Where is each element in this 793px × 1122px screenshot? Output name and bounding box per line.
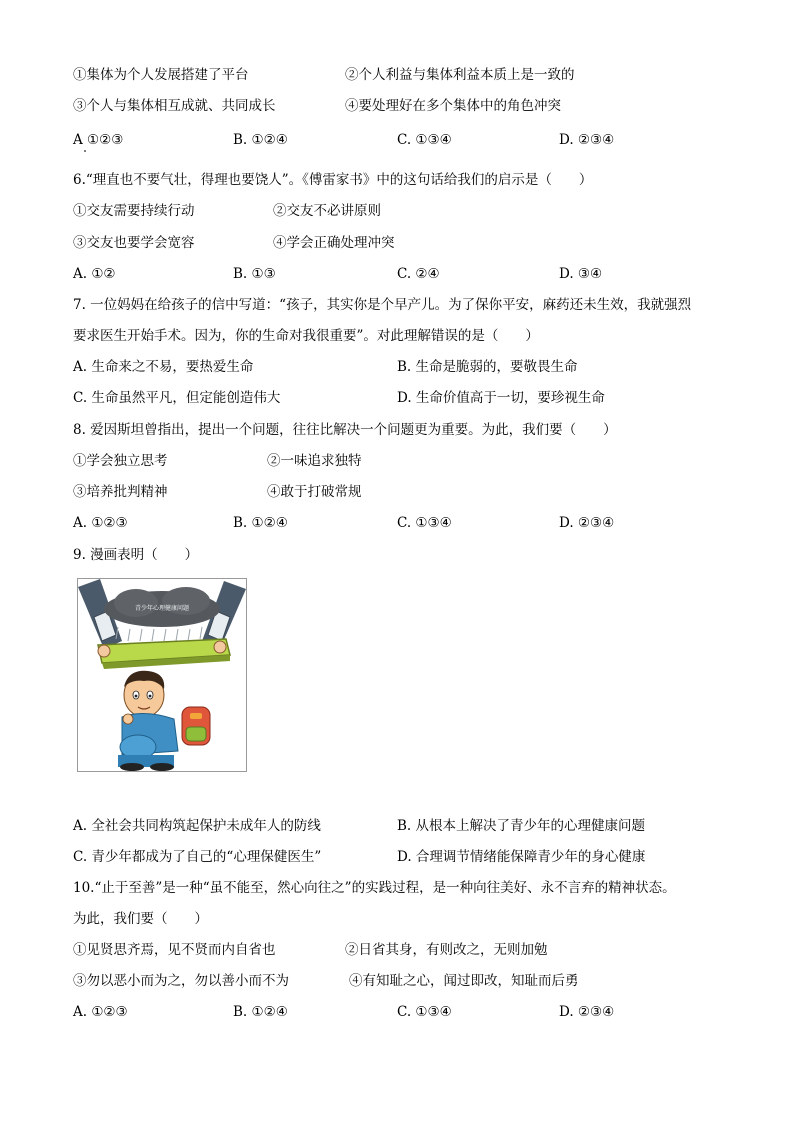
q10-choice-c: C. ①③④ (397, 1004, 452, 1020)
q10-stem-line2: 为此，我们要（ ） (73, 911, 208, 927)
q6-choice-c: C. ②④ (397, 266, 440, 282)
q9-choice-d: D. 合理调节情绪能保障青少年的身心健康 (397, 849, 646, 865)
cartoon-illustration (78, 579, 246, 771)
q9-stem: 9. 漫画表明（ ） (73, 547, 199, 563)
q6-option-1: ①交友需要持续行动 (73, 203, 195, 219)
q8-choice-d: D. ②③④ (559, 515, 615, 531)
q10-option-2: ②日省其身，有则改之，无则加勉 (345, 942, 548, 958)
q7-choice-c: C. 生命虽然平凡，但定能创造伟大 (73, 390, 281, 406)
q9-choice-c: C. 青少年都成为了自己的“心理保健医生” (73, 849, 322, 865)
q8-stem: 8. 爱因斯坦曾指出，提出一个问题，往往比解决一个问题更为重要。为此，我们要（ ） (73, 422, 617, 438)
q10-choice-b: B. ①②④ (233, 1004, 288, 1020)
q10-option-1: ①见贤思齐焉，见不贤而内自省也 (73, 942, 276, 958)
q5-choice-c: C. ①③④ (397, 132, 452, 148)
q6-choice-b: B. ①③ (233, 266, 276, 282)
q7-stem-line1: 7. 一位妈妈在给孩子的信中写道：“孩子，其实你是个早产儿。为了保你平安，麻药还未生效，我就强烈 (73, 297, 692, 313)
q10-choice-a: A. ①②③ (73, 1004, 128, 1020)
q8-option-1: ①学会独立思考 (73, 453, 168, 469)
q9-choice-b: B. 从根本上解决了青少年的心理健康问题 (397, 818, 646, 834)
q8-option-3: ③培养批判精神 (73, 484, 168, 500)
q5-option-1: ①集体为个人发展搭建了平台 (73, 67, 249, 83)
q6-choice-d: D. ③④ (559, 266, 603, 282)
q5-choice-d: D. ②③④ (559, 132, 615, 148)
q8-choice-b: B. ①②④ (233, 515, 288, 531)
q8-choice-a: A. ①②③ (73, 515, 128, 531)
rain (116, 627, 202, 641)
q8-choice-c: C. ①③④ (397, 515, 452, 531)
q9-choice-a: A. 全社会共同构筑起保护未成年人的防线 (73, 818, 321, 834)
left-hand (98, 645, 110, 657)
q10-option-3: ③勿以恶小而为之，勿以善小而不为 (73, 973, 289, 989)
q6-option-3: ③交友也要学会宽容 (73, 235, 195, 251)
right-hand (214, 641, 226, 653)
q5-choice-b: B. ①②④ (233, 132, 288, 148)
cartoon-image (77, 578, 247, 772)
q6-stem: 6.“理直也不要气壮，得理也要饶人”。《傅雷家书》中的这句话给我们的启示是（ ） (73, 172, 593, 188)
q10-stem-line1: 10.“止于至善”是一种“虽不能至，然心向往之”的实践过程，是一种向往美好、永不言弃的精神状态。 (73, 880, 676, 896)
q5-option-4: ④要处理好在多个集体中的角色冲突 (345, 98, 561, 114)
q7-choice-d: D. 生命价值高于一切，要珍视生命 (397, 390, 605, 406)
q7-choice-b: B. 生命是脆弱的，要敬畏生命 (397, 359, 578, 375)
q6-choice-a: A. ①② (73, 266, 116, 282)
q6-option-2: ②交友不必讲原则 (273, 203, 381, 219)
q7-choice-a: A. 生命来之不易，要热爱生命 (73, 359, 254, 375)
q10-option-4: ④有知耻之心，闻过即改，知耻而后勇 (349, 973, 579, 989)
q5-option-3: ③个人与集体相互成就、共同成长 (73, 98, 276, 114)
cloud-caption: 青少年心理健康问题 (134, 605, 190, 612)
q8-option-4: ④敢于打破常规 (267, 484, 362, 500)
q5-option-2: ②个人利益与集体利益本质上是一致的 (345, 67, 575, 83)
stray-dot (84, 150, 86, 152)
q8-option-2: ②一味追求独特 (267, 453, 362, 469)
q5-choice-a: A ①②③ (73, 132, 124, 148)
q7-stem-line2: 要求医生开始手术。因为，你的生命对我很重要”。对此理解错误的是（ ） (73, 328, 539, 344)
q10-choice-d: D. ②③④ (559, 1004, 615, 1020)
q6-option-4: ④学会正确处理冲突 (273, 235, 395, 251)
